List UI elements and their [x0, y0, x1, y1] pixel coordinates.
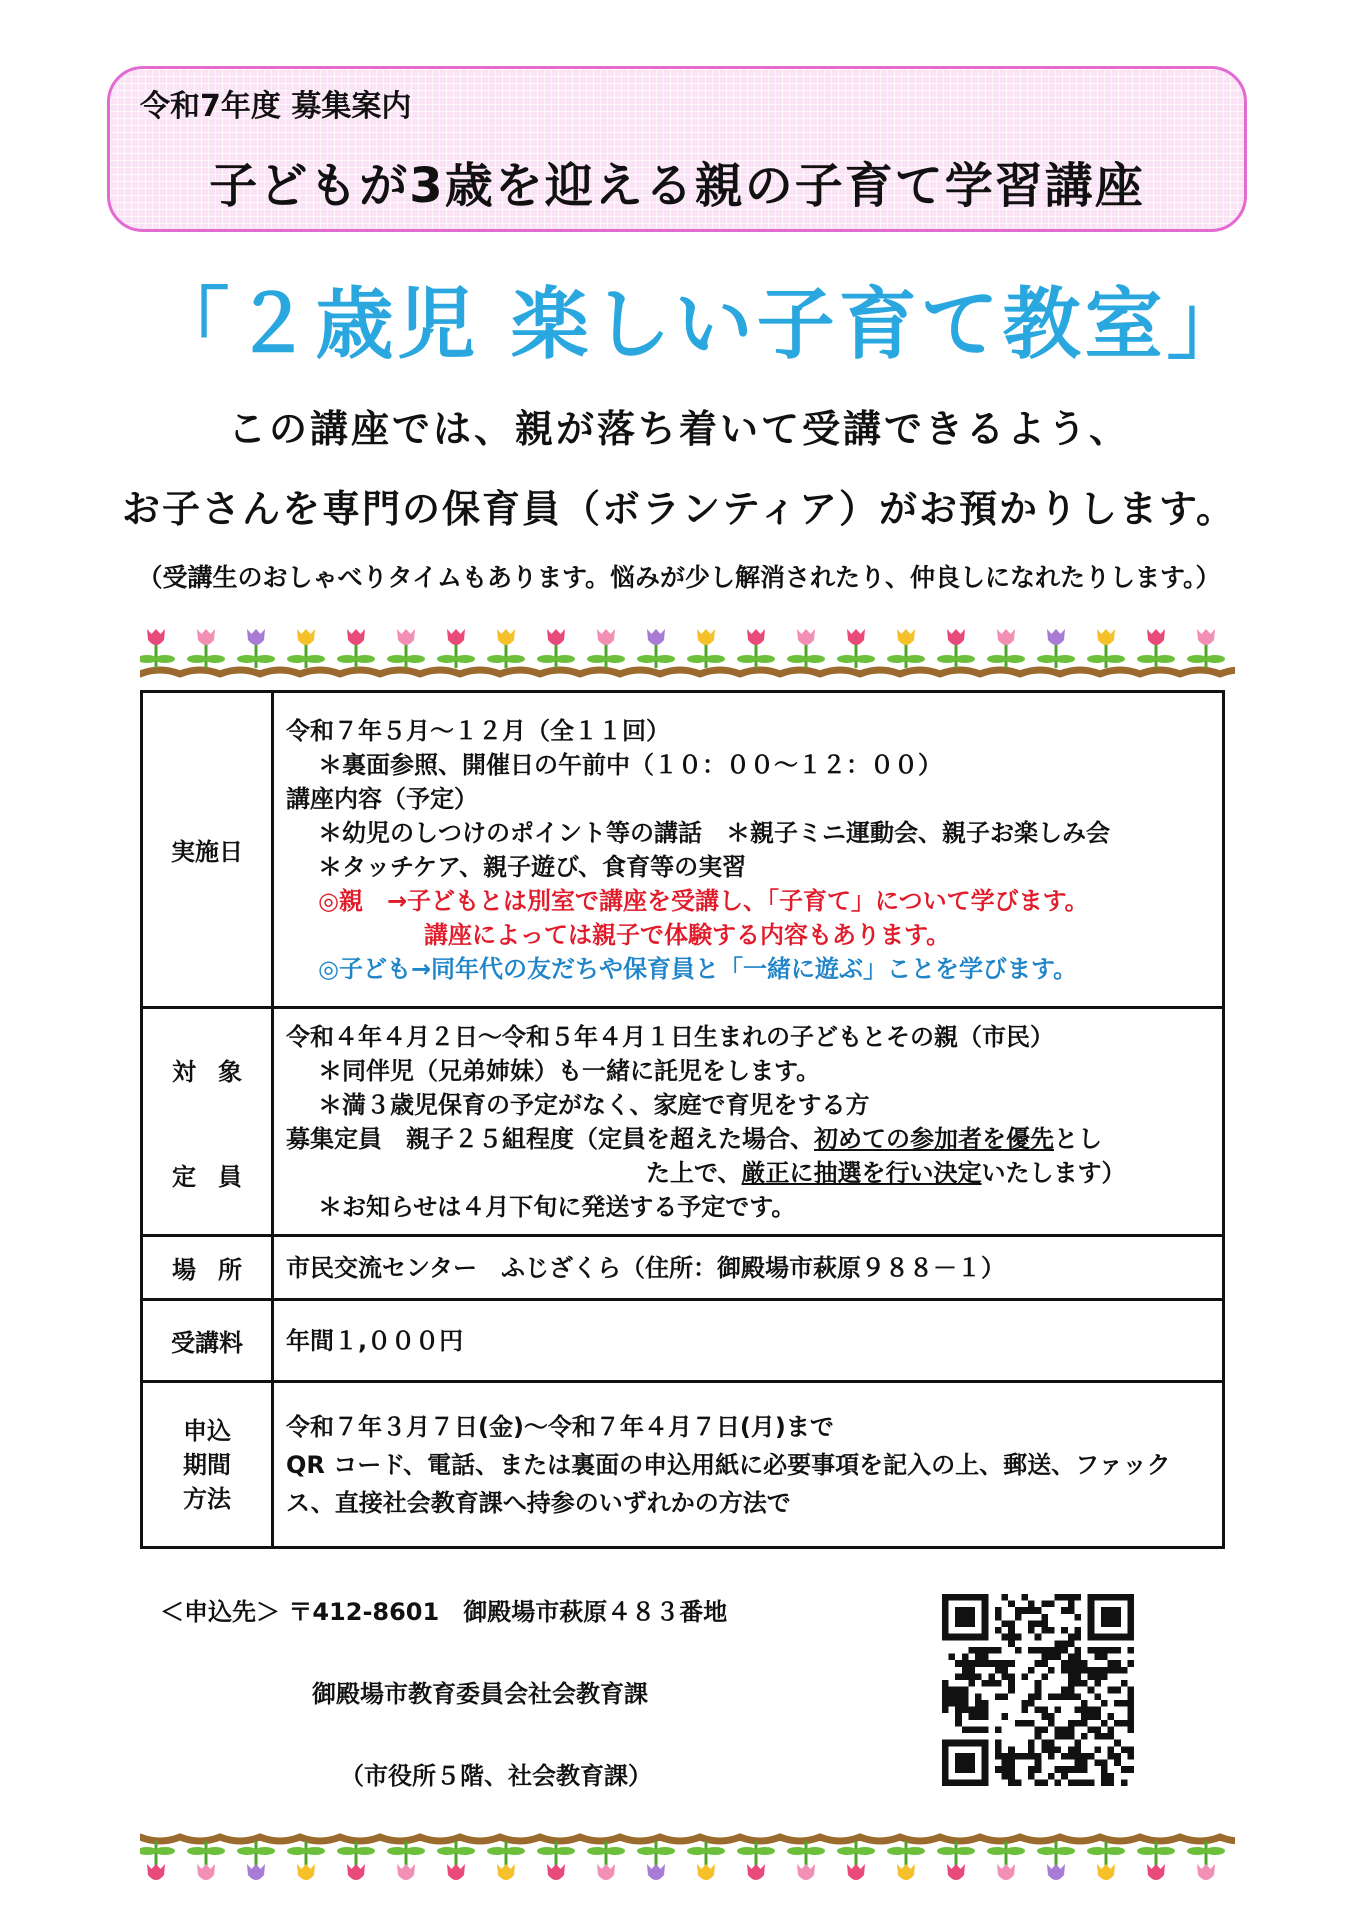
- label-apply-3: 方法: [183, 1484, 231, 1513]
- flower: [140, 1841, 175, 1880]
- parent-note-2: 講座によっては親子で体験する内容もあります。: [424, 920, 951, 949]
- date-line-3: 講座内容（予定）: [286, 784, 478, 813]
- content-target: [273, 1008, 1224, 1236]
- flower: [237, 1841, 275, 1880]
- label-apply-1: 申込: [183, 1416, 231, 1445]
- flower: [437, 629, 475, 668]
- capacity-line-2: [286, 1156, 1210, 1190]
- apply-method-1: QR コード、電話、または裏面の申込用紙に必要事項を記入の上、郵送、ファック: [286, 1450, 1171, 1479]
- flower: [1087, 629, 1125, 668]
- contact-office: 御殿場市教育委員会社会教育課: [312, 1680, 648, 1708]
- flower: [387, 1841, 425, 1880]
- flower: [737, 629, 775, 668]
- contact-floor: （市役所５階、社会教育課）: [340, 1762, 652, 1790]
- label-apply-2: 期間: [183, 1450, 231, 1479]
- label-target: 対象: [172, 1057, 264, 1086]
- flower: [587, 629, 625, 668]
- flower: [1187, 629, 1225, 668]
- flower: [140, 629, 175, 668]
- table-row-date: [142, 692, 1224, 1008]
- flower: [987, 629, 1025, 668]
- vine: [140, 1837, 1235, 1841]
- flower: [887, 629, 925, 668]
- flower: [1137, 1841, 1175, 1880]
- flower: [337, 629, 375, 668]
- flower: [187, 629, 225, 668]
- flower: [387, 629, 425, 668]
- label-place: 場所: [172, 1256, 264, 1284]
- flower: [1037, 629, 1075, 668]
- capacity-text-d: た上で、: [646, 1158, 742, 1187]
- flower-border-top: [140, 612, 1235, 692]
- flower: [537, 629, 575, 668]
- flower: [537, 1841, 575, 1880]
- flower: [337, 1841, 375, 1880]
- flower: [737, 1841, 775, 1880]
- capacity-lottery: 厳正に抽選を行い決定: [741, 1158, 982, 1187]
- content-apply: [273, 1382, 1224, 1548]
- content-place: 市民交流センター ふじざくら（住所：御殿場市萩原９８８－１）: [273, 1236, 1224, 1300]
- label-apply: [142, 1382, 273, 1548]
- flower: [437, 1841, 475, 1880]
- flower: [237, 629, 275, 668]
- table-row-place: [142, 1236, 1224, 1300]
- flower: [287, 629, 325, 668]
- date-line-1: 令和７年５月～１２月（全１１回）: [286, 716, 670, 745]
- flower: [1087, 1841, 1125, 1880]
- target-line-2: ＊同伴児（兄弟姉妹）も一緒に託児をします。: [318, 1056, 821, 1085]
- vine: [140, 670, 1235, 674]
- label-date: 実施日: [142, 692, 273, 1008]
- intro-line-2: お子さんを専門の保育員（ボランティア）がお預かりします。: [122, 487, 1236, 531]
- apply-period: 令和７年３月７日(金)～令和７年４月７日(月)まで: [286, 1412, 834, 1441]
- course-name: 子どもが3歳を迎える親の子育て学習講座: [209, 158, 1145, 214]
- intro-line-1: この講座では、親が落ち着いて受講できるよう、: [227, 407, 1130, 451]
- capacity-text-c: とし: [1054, 1124, 1102, 1153]
- label-target-capacity: [142, 1008, 273, 1236]
- contact-address: ＜申込先＞ 〒412-8601 御殿場市萩原４８３番地: [160, 1598, 728, 1626]
- table-row-fee: [142, 1300, 1224, 1382]
- flower: [837, 1841, 875, 1880]
- flower: [487, 1841, 525, 1880]
- flower: [287, 1841, 325, 1880]
- info-table: [140, 690, 1225, 1549]
- content-fee: 年間１,０００円: [273, 1300, 1224, 1382]
- date-line-2: ＊裏面参照、開催日の午前中（１０：００～１２：００）: [318, 750, 942, 779]
- date-line-4: ＊幼児のしつけのポイント等の講話 ＊親子ミニ運動会、親子お楽しみ会: [318, 818, 1110, 847]
- flower: [937, 1841, 975, 1880]
- table-row-target: [142, 1008, 1224, 1236]
- capacity-text-e: いたします）: [981, 1158, 1126, 1187]
- flower-border-bottom: [140, 1815, 1235, 1895]
- label-fee: 受講料: [142, 1300, 273, 1382]
- flower: [187, 1841, 225, 1880]
- capacity-text-a: 募集定員 親子２５組程度（定員を超えた場合、: [286, 1124, 814, 1153]
- flower: [687, 629, 725, 668]
- flower: [587, 1841, 625, 1880]
- flower: [787, 1841, 825, 1880]
- target-line-3: ＊満３歳児保育の予定がなく、家庭で育児をする方: [318, 1090, 870, 1119]
- header-banner: [107, 66, 1247, 232]
- flower: [787, 629, 825, 668]
- intro-note: （受講生のおしゃべりタイムもあります。悩みが少し解消されたり、仲良しになれたりします。）: [137, 563, 1221, 592]
- table-row-apply: [142, 1382, 1224, 1548]
- apply-method-2: ス、直接社会教育課へ持参のいずれかの方法で: [286, 1488, 791, 1517]
- flower: [637, 1841, 675, 1880]
- flower: [987, 1841, 1025, 1880]
- date-line-5: ＊タッチケア、親子遊び、食育等の実習: [318, 852, 747, 881]
- flower: [1187, 1841, 1225, 1880]
- child-note: ◎子ども→同年代の友だちや保育員と「一緒に遊ぶ」ことを学びます。: [318, 954, 1078, 983]
- target-line-1: 令和４年４月２日～令和５年４月１日生まれの子どもとその親（市民）: [286, 1022, 1054, 1051]
- flower: [837, 629, 875, 668]
- page-title: 「２歳児 楽しい子育て教室」: [151, 280, 1249, 370]
- flower: [937, 629, 975, 668]
- flower: [687, 1841, 725, 1880]
- content-date: [273, 692, 1224, 1008]
- flower: [887, 1841, 925, 1880]
- parent-note: ◎親 →子どもとは別室で講座を受講し、「子育て」について学びます。: [318, 886, 1089, 915]
- flower: [1137, 629, 1175, 668]
- capacity-priority: 初めての参加者を優先: [814, 1124, 1054, 1153]
- label-capacity: 定員: [172, 1162, 264, 1191]
- qr-code[interactable]: [942, 1594, 1134, 1786]
- notice-line: ＊お知らせは４月下旬に発送する予定です。: [318, 1192, 796, 1221]
- flower: [487, 629, 525, 668]
- capacity-line: [286, 1122, 1210, 1156]
- flower: [637, 629, 675, 668]
- flower: [1037, 1841, 1075, 1880]
- year-label: 令和7年度 募集案内: [140, 89, 412, 124]
